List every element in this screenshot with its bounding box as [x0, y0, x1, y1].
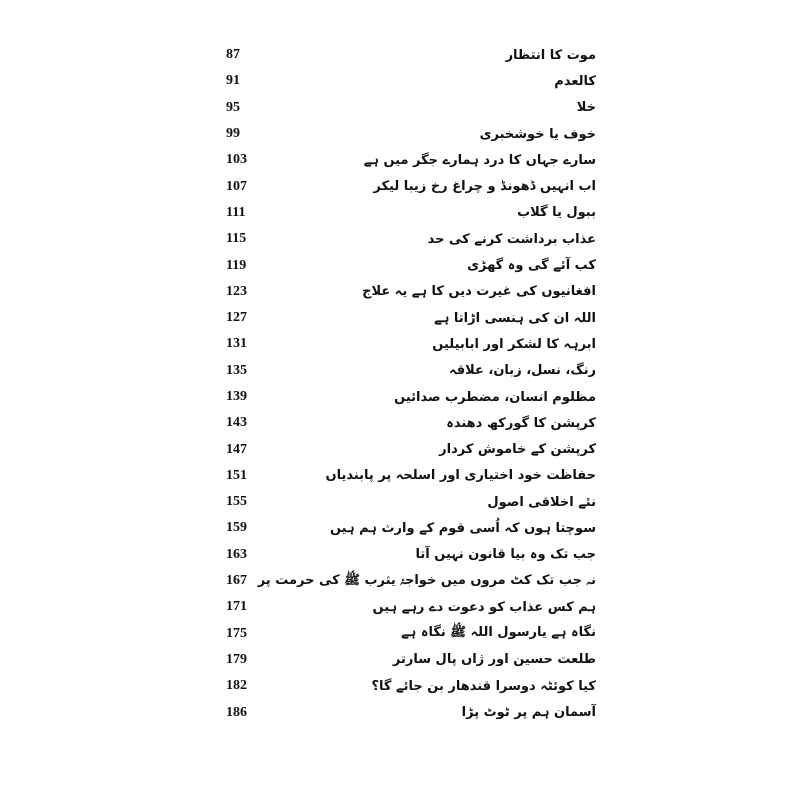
toc-entry-title: ہم کس عذاب کو دعوت دے رہے ہیں [372, 599, 596, 615]
toc-page-number: 182 [226, 678, 247, 694]
toc-entry-title: نئے اخلاقی اصول [487, 494, 596, 510]
toc-entry [226, 279, 596, 305]
toc-entry [226, 436, 596, 462]
toc-page-number: 143 [226, 415, 247, 431]
toc-page-number: 131 [226, 336, 247, 352]
toc-entry-title: اللہ ان کی ہنسی اڑاتا ہے [434, 310, 596, 326]
toc-entry [226, 463, 596, 489]
toc-entry [226, 594, 596, 620]
toc-entry-title: خلا [576, 100, 596, 116]
toc-entry [226, 384, 596, 410]
toc-entry [226, 673, 596, 699]
toc-entry-title: جب تک وہ بیا قانون نہیں آتا [415, 547, 596, 563]
toc-page-number: 151 [226, 467, 247, 483]
toc-page-number: 163 [226, 546, 247, 562]
toc-entry-title: آسمان ہم پر ٹوٹ پڑا [461, 705, 596, 721]
toc-entry [226, 647, 596, 673]
toc-entry [226, 542, 596, 568]
toc-entry-title: کرپشن کے خاموش کردار [439, 442, 596, 458]
toc-entry-title: نہ جب تک کٹ مروں میں خواجۂ یثرب ﷺ کی حرمت پر [257, 572, 596, 588]
toc-entry [226, 200, 596, 226]
toc-entry [226, 489, 596, 515]
toc-page-number: 179 [226, 651, 247, 667]
toc-page-number: 186 [226, 704, 247, 720]
toc-entry [226, 68, 596, 94]
toc-entry-title: مظلوم انسان، مضطرب صدائیں [394, 389, 596, 405]
toc-entry [226, 358, 596, 384]
toc-entry [226, 331, 596, 357]
toc-entry-title: نگاہ ہے یارسول اللہ ﷺ نگاہ ہے [401, 625, 596, 641]
toc-entry-title: خوف یا خوشخبری [479, 126, 596, 142]
table-of-contents [226, 42, 596, 726]
toc-page-number: 119 [226, 257, 247, 273]
toc-entry-title: طلعت حسین اور ژاں پال سارتر [392, 652, 596, 668]
toc-page-number: 171 [226, 599, 247, 615]
toc-page-number: 103 [226, 152, 247, 168]
toc-page-number: 111 [226, 204, 246, 220]
toc-entry [226, 121, 596, 147]
toc-entry-title: کیا کوئٹہ دوسرا قندھار بن جائے گا؟ [371, 678, 596, 694]
toc-page-number: 175 [226, 625, 247, 641]
toc-page-number: 115 [226, 231, 247, 247]
toc-entry-title: ببول یا گلاب [517, 205, 596, 221]
toc-entry-title: عذاب برداشت کرنے کی حد [427, 231, 596, 247]
toc-page-number: 123 [226, 283, 247, 299]
toc-entry-title: کالعدم [554, 73, 596, 89]
toc-entry [226, 699, 596, 725]
toc-page-number: 147 [226, 441, 247, 457]
toc-entry [226, 42, 596, 68]
toc-entry [226, 621, 596, 647]
toc-entry-title: اب انہیں ڈھونڈ و چراغ رخ زیبا لیکر [373, 179, 596, 195]
toc-page-number: 87 [226, 47, 240, 63]
toc-entry-title: رنگ، نسل، زبان، علاقہ [448, 363, 596, 379]
toc-entry [226, 305, 596, 331]
toc-entry-title: کرپشن کا گورکھ دھندہ [446, 415, 596, 431]
toc-page-number: 91 [226, 73, 240, 89]
toc-entry-title: ابرہہ کا لشکر اور ابابیلیں [432, 336, 596, 352]
toc-page-number: 107 [226, 178, 247, 194]
toc-entry [226, 226, 596, 252]
toc-entry-title: کب آئے گی وہ گھڑی [467, 258, 596, 274]
toc-entry-title: موت کا انتظار [505, 47, 596, 63]
toc-page-number: 127 [226, 310, 247, 326]
toc-entry-title: افغانیوں کی غیرت دیں کا ہے یہ علاج [362, 284, 596, 300]
toc-page-number: 95 [226, 99, 240, 115]
toc-page-number: 135 [226, 362, 247, 378]
toc-entry [226, 173, 596, 199]
toc-entry [226, 252, 596, 278]
toc-entry [226, 568, 596, 594]
toc-entry [226, 95, 596, 121]
toc-entry [226, 147, 596, 173]
toc-entry-title: سارے جہاں کا درد ہمارے جگر میں ہے [363, 152, 596, 168]
toc-entry-title: سوچتا ہوں کہ اُسی قوم کے وارث ہم ہیں [329, 520, 596, 536]
toc-entry-title: حفاظت خود اختیاری اور اسلحہ پر پابندیاں [325, 468, 596, 484]
toc-entry [226, 410, 596, 436]
toc-page-number: 99 [226, 126, 240, 142]
toc-page-number: 155 [226, 494, 247, 510]
toc-entry [226, 515, 596, 541]
toc-page-number: 139 [226, 389, 247, 404]
toc-page-number: 159 [226, 520, 247, 536]
toc-page-number: 167 [226, 573, 247, 589]
